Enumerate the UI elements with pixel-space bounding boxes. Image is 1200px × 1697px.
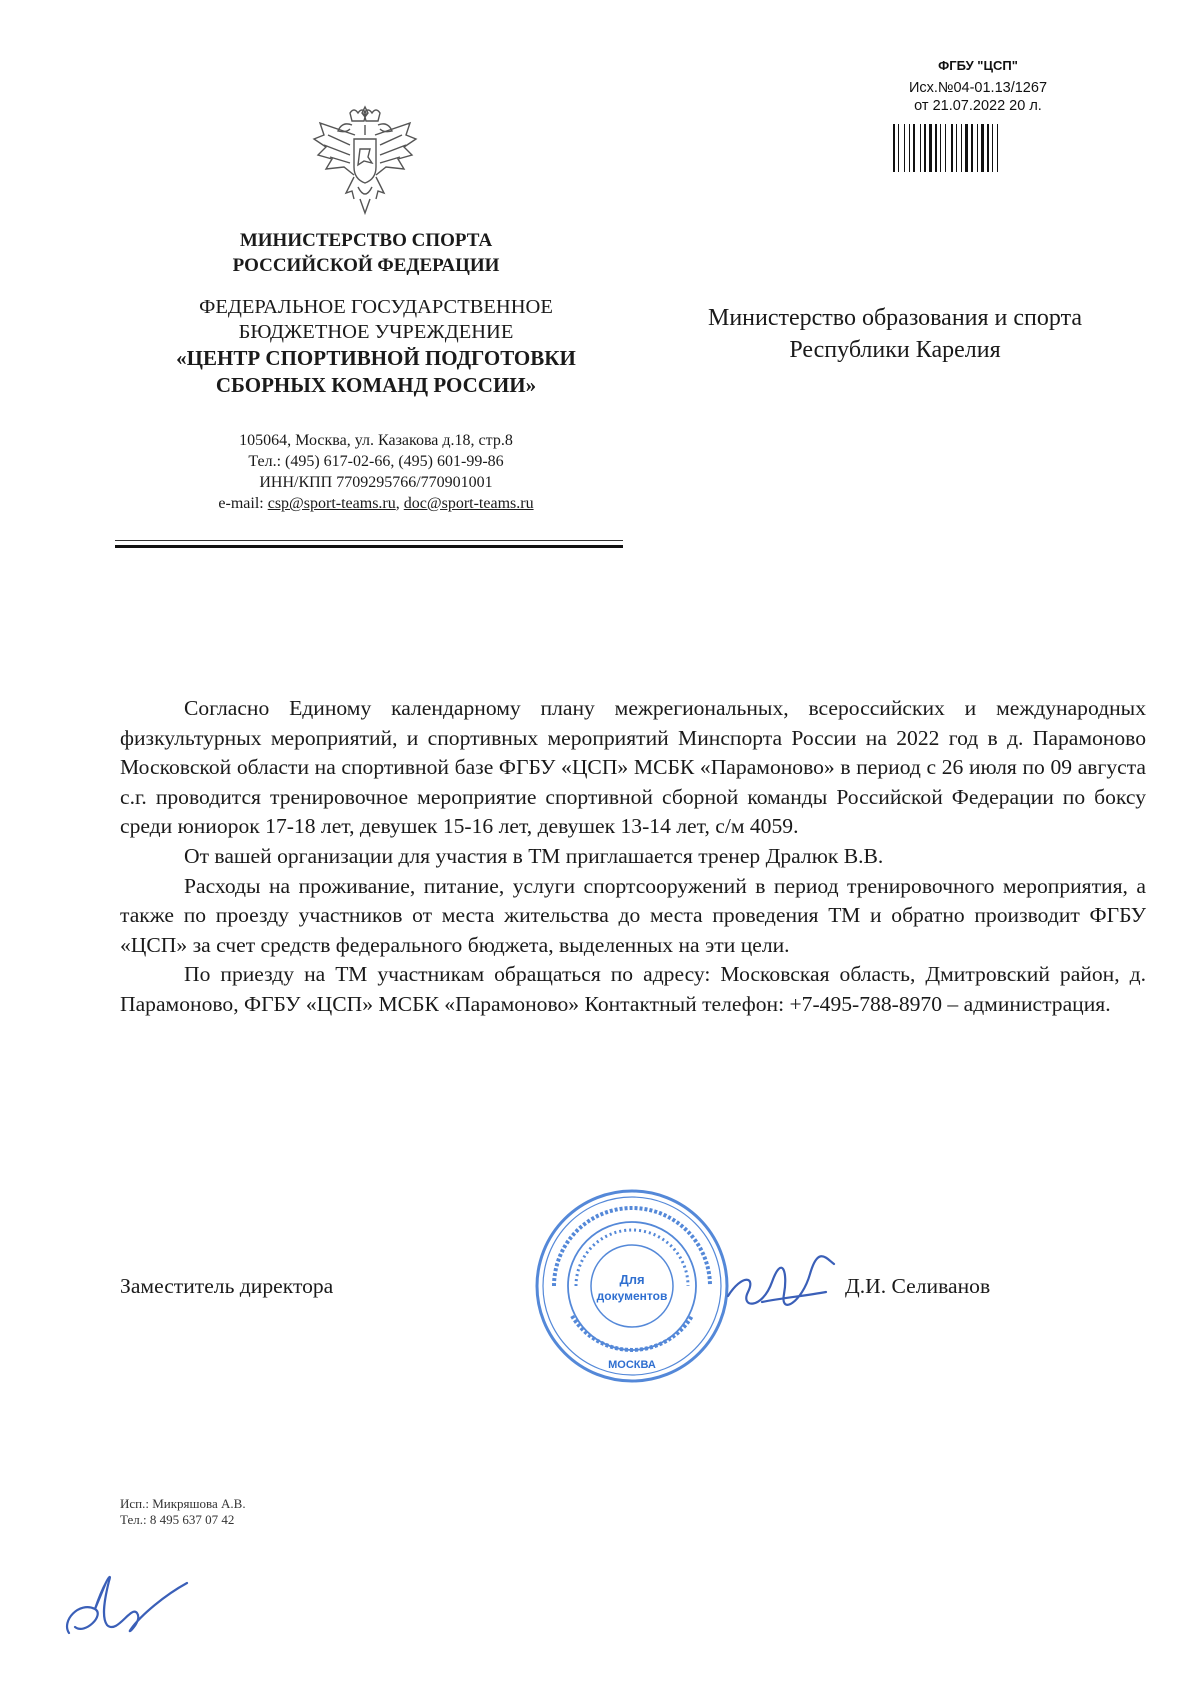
outgoing-number: Исх.№04-01.13/1267 [908, 80, 1048, 96]
ministry-title [180, 228, 552, 278]
barcode-bar [961, 124, 962, 172]
barcode-bar [913, 124, 915, 172]
addressee-line: Министерство образования и спорта [707, 305, 1083, 331]
stamp-center-text: документов [596, 1289, 668, 1303]
email-separator: , [395, 495, 404, 512]
contact-details [115, 430, 637, 514]
barcode-bar [940, 124, 941, 172]
institution-line: БЮДЖЕТНОЕ УЧРЕЖДЕНИЕ [238, 321, 514, 343]
barcode-bar [935, 124, 937, 172]
barcode-bar [997, 124, 998, 172]
signature-icon [722, 1252, 840, 1322]
barcode-bar [981, 124, 984, 172]
executor-name: Исп.: Микряшова А.В. [120, 1496, 246, 1511]
signatory-position: Заместитель директора [120, 1274, 334, 1298]
inn-kpp: ИНН/КПП 7709295766/770901001 [259, 474, 493, 491]
stamp-center-text: Для [619, 1272, 645, 1287]
addressee-line: Республики Карелия [789, 337, 1001, 363]
stamp-bottom-text: МОСКВА [608, 1359, 656, 1371]
header-divider-thick [115, 545, 623, 548]
ministry-line: МИНИСТЕРСТВО СПОРТА [239, 230, 493, 251]
ministry-line: РОССИЙСКОЙ ФЕДЕРАЦИИ [232, 255, 500, 276]
barcode-bar [951, 124, 953, 172]
registration-org: ФГБУ "ЦСП" [938, 58, 1018, 73]
coat-of-arms-icon [310, 105, 420, 225]
body-paragraph: Согласно Единому календарному плану межрегиональных, всероссийских и международных физкультурных мероприятий, и спортивных мероприятий Минспорта России на 2022 год в д. Парамоново Московской области на спортивной базе ФГБУ «ЦСП» МСБК «Парамоново» в период с 26 июля по 09 августа с.г. проводится тренировочное мероприятие спортивной сборной команды Российской Федерации по боксу среди юниорок 17-18 лет, девушек 15-16 лет, девушек 13-14 лет, с/м 4059. [120, 696, 1146, 839]
phones: Тел.: (495) 617-02-66, (495) 601-99-86 [248, 453, 504, 470]
barcode-bar [893, 124, 895, 172]
email-link-csp[interactable]: csp@sport-teams.ru [267, 495, 396, 512]
institution-line: ФЕДЕРАЛЬНОЕ ГОСУДАРСТВЕННОЕ [199, 296, 553, 318]
barcode-bar [904, 124, 905, 172]
letter-body [120, 694, 1146, 1020]
body-paragraph: От вашей организации для участия в ТМ приглашается тренер Дралюк В.В. [184, 843, 884, 868]
signatory-name: Д.И. Селиванов [845, 1274, 991, 1298]
addressee [640, 302, 1150, 366]
barcode-bar [956, 124, 957, 172]
handwritten-initials-icon [55, 1565, 195, 1645]
institution-name-line: «ЦЕНТР СПОРТИВНОЙ ПОДГОТОВКИ [176, 346, 576, 370]
barcode-bar [929, 124, 932, 172]
barcode-bar [992, 124, 993, 172]
institution-name-line: СБОРНЫХ КОМАНД РОССИИ» [215, 373, 537, 397]
body-paragraph: По приезду на ТМ участникам обращаться по адресу: Московская область, Дмитровский район, д. Парамоново, ФГБУ «ЦСП» МСБК «Парамоново» Контактный телефон: +7-495-788-8970 – администрация. [120, 962, 1146, 1016]
email-prefix: e-mail: [218, 495, 268, 512]
barcode-bar [965, 124, 968, 172]
barcode-bar [920, 124, 921, 172]
institution-name [115, 295, 637, 399]
body-paragraph: Расходы на проживание, питание, услуги спортсооружений в период тренировочного мероприятия, а также по проезду участников от места жительства до места проведения ТМ и обратно производит ФГБУ «ЦСП» за счет средств федерального бюджета, выделенных на эти цели. [120, 873, 1146, 957]
barcode [893, 124, 1041, 172]
address: 105064, Москва, ул. Казакова д.18, стр.8 [239, 432, 513, 449]
barcode-bar [971, 124, 973, 172]
barcode-bar [977, 124, 978, 172]
email-link-doc[interactable]: doc@sport-teams.ru [403, 495, 534, 512]
header-divider-thin [115, 540, 623, 541]
barcode-bar [909, 124, 910, 172]
barcode-bar [987, 124, 989, 172]
barcode-bar [898, 124, 899, 172]
registration-stamp [878, 58, 1078, 115]
executor-phone: Тел.: 8 495 637 07 42 [120, 1512, 235, 1527]
executor-info [120, 1496, 246, 1528]
barcode-bar [945, 124, 946, 172]
registration-date: от 21.07.2022 20 л. [914, 98, 1042, 114]
email-line [115, 493, 637, 514]
official-stamp [532, 1186, 732, 1386]
barcode-bar [924, 124, 926, 172]
